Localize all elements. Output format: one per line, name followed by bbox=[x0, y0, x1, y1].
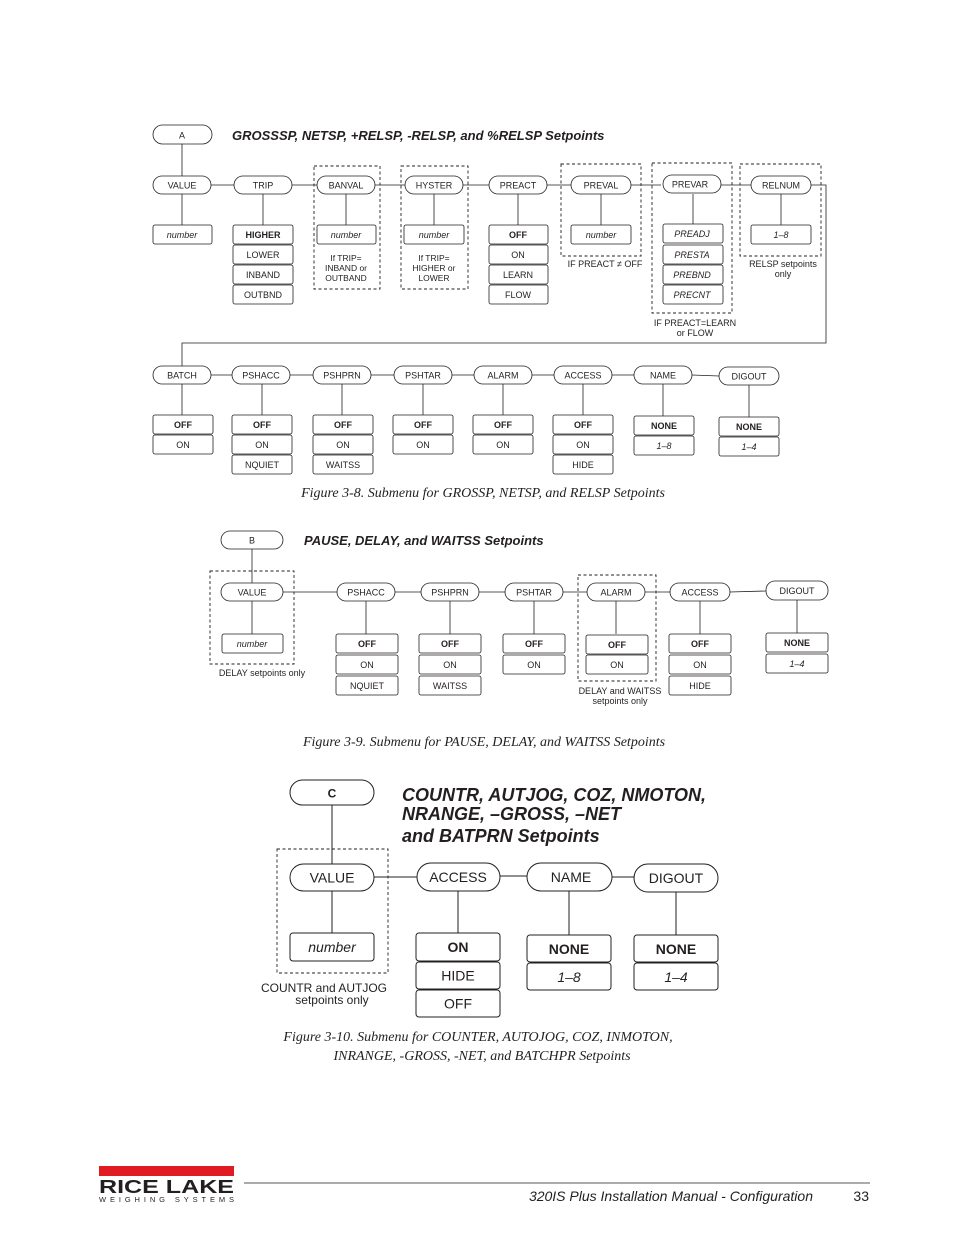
svg-text:PREBND: PREBND bbox=[673, 270, 711, 280]
svg-text:number: number bbox=[330, 230, 362, 240]
preval-options bbox=[568, 225, 643, 269]
svg-text:HIDE: HIDE bbox=[689, 681, 711, 691]
pshtar-options bbox=[503, 634, 565, 674]
svg-text:number: number bbox=[166, 230, 198, 240]
svg-text:LOWER: LOWER bbox=[418, 273, 450, 283]
menu-node-digout bbox=[766, 581, 828, 600]
svg-text:NAME: NAME bbox=[649, 370, 677, 381]
svg-text:ON: ON bbox=[610, 660, 624, 670]
svg-text:number: number bbox=[585, 230, 617, 240]
svg-text:NONE: NONE bbox=[655, 941, 697, 957]
figure-3-9-caption: Figure 3-9. Submenu for PAUSE, DELAY, and WAITSS Setpoints bbox=[302, 735, 666, 750]
svg-text:PSHACC: PSHACC bbox=[242, 370, 280, 381]
batch-options bbox=[153, 415, 213, 454]
svg-text:PREACT: PREACT bbox=[499, 180, 537, 191]
svg-text:PRECNT: PRECNT bbox=[673, 290, 711, 300]
svg-text:ON: ON bbox=[576, 440, 590, 450]
svg-text:PREVAR: PREVAR bbox=[671, 179, 709, 190]
footer-doc-title: 320IS Plus Installation Manual - Configuration bbox=[528, 1188, 813, 1204]
svg-text:PREADJ: PREADJ bbox=[674, 229, 710, 239]
logo-red-bar bbox=[99, 1166, 234, 1176]
digout-options bbox=[719, 417, 779, 456]
svg-text:PSHTAR: PSHTAR bbox=[516, 587, 552, 598]
prevar-options bbox=[654, 224, 736, 338]
access-options bbox=[553, 415, 613, 474]
svg-text:OFF: OFF bbox=[574, 420, 592, 430]
svg-text:PRESTA: PRESTA bbox=[674, 250, 710, 260]
digout-options bbox=[634, 935, 718, 990]
svg-text:setpoints only: setpoints only bbox=[592, 696, 648, 706]
svg-text:OFF: OFF bbox=[174, 420, 192, 430]
figure-c-letter: C bbox=[327, 786, 337, 801]
figure-3-9 bbox=[210, 531, 828, 750]
svg-text:ACCESS: ACCESS bbox=[681, 587, 719, 598]
figure-b-letter: B bbox=[248, 535, 256, 546]
pshprn-options bbox=[313, 415, 373, 474]
svg-text:FLOW: FLOW bbox=[505, 290, 531, 300]
svg-text:NONE: NONE bbox=[650, 421, 678, 431]
svg-text:ON: ON bbox=[511, 250, 525, 260]
svg-text:ON: ON bbox=[443, 660, 457, 670]
svg-text:1–8: 1–8 bbox=[656, 441, 672, 451]
menu-node-hyster bbox=[405, 176, 463, 194]
figure-a-dashed-groups bbox=[314, 163, 821, 313]
svg-text:HIGHER: HIGHER bbox=[245, 230, 281, 240]
menu-node-pshtar bbox=[505, 583, 563, 601]
svg-text:If TRIP=: If TRIP= bbox=[418, 253, 450, 263]
svg-text:HIDE: HIDE bbox=[441, 967, 475, 984]
figure-3-8-caption: Figure 3-8. Submenu for GROSSP, NETSP, and RELSP Setpoints bbox=[301, 486, 665, 501]
menu-node-name bbox=[527, 863, 612, 891]
svg-text:ACCESS: ACCESS bbox=[429, 869, 487, 885]
svg-text:OFF: OFF bbox=[441, 639, 459, 649]
svg-text:WAITSS: WAITSS bbox=[432, 681, 468, 691]
svg-text:1–8: 1–8 bbox=[773, 230, 789, 240]
value-options bbox=[219, 634, 306, 678]
svg-text:1–4: 1–4 bbox=[789, 659, 805, 669]
svg-text:INBAND: INBAND bbox=[245, 270, 281, 280]
svg-text:OFF: OFF bbox=[691, 639, 709, 649]
svg-text:OFF: OFF bbox=[414, 420, 432, 430]
menu-node-preval bbox=[571, 176, 631, 194]
svg-text:OFF: OFF bbox=[494, 420, 512, 430]
menu-node-prevar bbox=[663, 175, 721, 193]
svg-text:INBAND or: INBAND or bbox=[324, 263, 368, 273]
menu-node-banval bbox=[317, 176, 375, 194]
menu-node-name bbox=[634, 366, 692, 384]
svg-text:ALARM: ALARM bbox=[600, 587, 632, 598]
menu-node-access bbox=[670, 583, 730, 601]
svg-text:ALARM: ALARM bbox=[487, 370, 519, 381]
menu-node-value bbox=[290, 864, 374, 891]
svg-text:OFF: OFF bbox=[525, 639, 543, 649]
svg-text:setpoints only: setpoints only bbox=[295, 993, 369, 1007]
svg-text:PREVAL: PREVAL bbox=[583, 180, 619, 191]
menu-node-batch bbox=[153, 366, 211, 384]
svg-text:NRANGE, –GROSS, –NET: NRANGE, –GROSS, –NET bbox=[402, 804, 622, 824]
svg-text:BATCH: BATCH bbox=[167, 370, 197, 381]
pshacc-options bbox=[336, 634, 398, 695]
svg-text:LOWER: LOWER bbox=[246, 250, 280, 260]
svg-text:1–4: 1–4 bbox=[664, 969, 688, 985]
figure-a-root-node bbox=[153, 125, 212, 144]
svg-text:ACCESS: ACCESS bbox=[564, 370, 602, 381]
figure-3-10 bbox=[261, 780, 718, 1064]
svg-text:RELSP setpoints: RELSP setpoints bbox=[749, 259, 817, 269]
logo-tagline: WEIGHING SYSTEMS bbox=[99, 1195, 234, 1204]
preact-options bbox=[489, 225, 548, 304]
svg-text:VALUE: VALUE bbox=[237, 587, 267, 598]
figure-c-title bbox=[402, 785, 706, 846]
svg-text:PSHPRN: PSHPRN bbox=[323, 370, 361, 381]
name-options bbox=[527, 935, 611, 990]
svg-text:WAITSS: WAITSS bbox=[325, 460, 361, 470]
svg-text:PSHTAR: PSHTAR bbox=[405, 370, 441, 381]
svg-text:COUNTR, AUTJOG, COZ, NMOTON,: COUNTR, AUTJOG, COZ, NMOTON, bbox=[402, 785, 706, 805]
alarm-options bbox=[579, 635, 662, 706]
rice-lake-logo bbox=[99, 1166, 234, 1204]
menu-node-trip bbox=[234, 176, 292, 194]
svg-text:1–4: 1–4 bbox=[741, 442, 757, 452]
figure-b-root-node bbox=[221, 531, 283, 549]
svg-text:HIGHER or: HIGHER or bbox=[412, 263, 456, 273]
menu-node-relnum bbox=[751, 176, 811, 194]
svg-text:ON: ON bbox=[416, 440, 430, 450]
alarm-options bbox=[473, 415, 533, 454]
figure-a-letter: A bbox=[178, 130, 186, 141]
svg-text:ON: ON bbox=[255, 440, 269, 450]
svg-text:ON: ON bbox=[336, 440, 350, 450]
svg-text:NQUIET: NQUIET bbox=[349, 681, 385, 691]
page-footer bbox=[99, 1166, 870, 1204]
relnum-options bbox=[749, 225, 817, 279]
svg-text:BANVAL: BANVAL bbox=[328, 180, 364, 191]
figure-c-connectors bbox=[332, 805, 676, 935]
menu-node-pshacc bbox=[337, 583, 395, 601]
menu-node-access bbox=[417, 863, 500, 891]
svg-text:TRIP: TRIP bbox=[252, 180, 274, 191]
logo-wordmark: RICE LAKE bbox=[99, 1177, 234, 1197]
figure-3-10-caption bbox=[282, 1030, 672, 1064]
hyster-options bbox=[404, 225, 464, 283]
svg-text:DIGOUT: DIGOUT bbox=[648, 870, 704, 886]
svg-text:Figure 3-10. Submenu for COUNT: Figure 3-10. Submenu for COUNTER, AUTOJOG, COZ, INMOTON, bbox=[283, 1030, 673, 1045]
svg-text:HYSTER: HYSTER bbox=[415, 180, 453, 191]
svg-text:OFF: OFF bbox=[509, 230, 527, 240]
menu-node-alarm bbox=[474, 366, 532, 384]
svg-text:INRANGE, -GROSS, -NET, and BAT: INRANGE, -GROSS, -NET, and BATCHPR Setpoints bbox=[333, 1049, 631, 1064]
svg-text:NONE: NONE bbox=[735, 422, 763, 432]
value-options bbox=[261, 933, 387, 1007]
svg-text:DIGOUT: DIGOUT bbox=[731, 371, 767, 382]
figure-a-title: GROSSSP, NETSP, +RELSP, -RELSP, and %RELSP Setpoints bbox=[232, 128, 605, 143]
svg-text:ON: ON bbox=[447, 939, 469, 955]
pshacc-options bbox=[232, 415, 292, 474]
svg-text:OUTBND: OUTBND bbox=[244, 290, 282, 300]
svg-text:DIGOUT: DIGOUT bbox=[779, 586, 815, 596]
svg-text:NQUIET: NQUIET bbox=[244, 460, 280, 470]
svg-text:LEARN: LEARN bbox=[502, 270, 534, 280]
pshtar-options bbox=[393, 415, 453, 454]
digout-options bbox=[766, 633, 828, 673]
svg-text:ON: ON bbox=[360, 660, 374, 670]
menu-node-value bbox=[221, 583, 283, 601]
banval-options bbox=[317, 225, 376, 283]
svg-text:DELAY and WAITSS: DELAY and WAITSS bbox=[578, 686, 662, 696]
svg-text:OFF: OFF bbox=[608, 640, 626, 650]
svg-text:number: number bbox=[308, 939, 356, 955]
menu-node-digout bbox=[634, 864, 718, 892]
svg-text:OFF: OFF bbox=[444, 995, 472, 1012]
svg-text:HIDE: HIDE bbox=[572, 460, 594, 470]
svg-text:IF PREACT ≠ OFF: IF PREACT ≠ OFF bbox=[567, 259, 643, 269]
svg-text:ON: ON bbox=[527, 660, 541, 670]
svg-text:If TRIP=: If TRIP= bbox=[330, 253, 362, 263]
svg-text:OFF: OFF bbox=[253, 420, 271, 430]
svg-text:VALUE: VALUE bbox=[167, 180, 197, 191]
menu-node-value bbox=[153, 176, 211, 194]
menu-node-pshtar bbox=[394, 366, 452, 384]
name-options bbox=[634, 416, 694, 455]
menu-node-pshacc bbox=[232, 366, 290, 384]
access-options bbox=[416, 933, 500, 1017]
access-options bbox=[669, 634, 731, 695]
svg-text:OFF: OFF bbox=[334, 420, 352, 430]
svg-text:PSHPRN: PSHPRN bbox=[431, 587, 469, 598]
svg-text:COUNTR and AUTJOG: COUNTR and AUTJOG bbox=[260, 981, 388, 995]
menu-node-preact bbox=[489, 176, 547, 194]
svg-text:1–8: 1–8 bbox=[557, 969, 581, 985]
svg-text:RELNUM: RELNUM bbox=[761, 180, 801, 191]
svg-text:only: only bbox=[774, 269, 792, 279]
svg-text:ON: ON bbox=[693, 660, 707, 670]
svg-text:VALUE: VALUE bbox=[309, 869, 355, 886]
svg-text:OUTBAND: OUTBAND bbox=[325, 273, 367, 283]
menu-node-pshprn bbox=[421, 583, 479, 601]
svg-text:IF PREACT=LEARN: IF PREACT=LEARN bbox=[653, 318, 737, 328]
figure-c-root-node bbox=[290, 780, 374, 805]
menu-node-pshprn bbox=[313, 366, 371, 384]
figure-b-title: PAUSE, DELAY, and WAITSS Setpoints bbox=[304, 533, 544, 548]
pshprn-options bbox=[419, 634, 481, 695]
figure-3-8 bbox=[153, 125, 826, 501]
page-number: 33 bbox=[853, 1188, 869, 1204]
svg-text:NAME: NAME bbox=[550, 869, 592, 885]
svg-text:number: number bbox=[418, 230, 450, 240]
trip-options bbox=[233, 225, 293, 304]
svg-text:ON: ON bbox=[176, 440, 190, 450]
menu-node-digout bbox=[719, 367, 779, 385]
svg-text:and BATPRN Setpoints: and BATPRN Setpoints bbox=[402, 826, 600, 846]
menu-node-alarm bbox=[587, 583, 645, 601]
menu-node-access bbox=[554, 366, 612, 384]
svg-text:NONE: NONE bbox=[783, 638, 811, 648]
svg-text:OFF: OFF bbox=[358, 639, 376, 649]
svg-text:or FLOW: or FLOW bbox=[676, 328, 714, 338]
value-options bbox=[153, 225, 212, 244]
svg-text:DELAY setpoints only: DELAY setpoints only bbox=[218, 668, 306, 678]
svg-text:number: number bbox=[236, 639, 268, 649]
svg-text:NONE: NONE bbox=[548, 941, 590, 957]
svg-text:PSHACC: PSHACC bbox=[347, 587, 385, 598]
svg-text:ON: ON bbox=[496, 440, 510, 450]
